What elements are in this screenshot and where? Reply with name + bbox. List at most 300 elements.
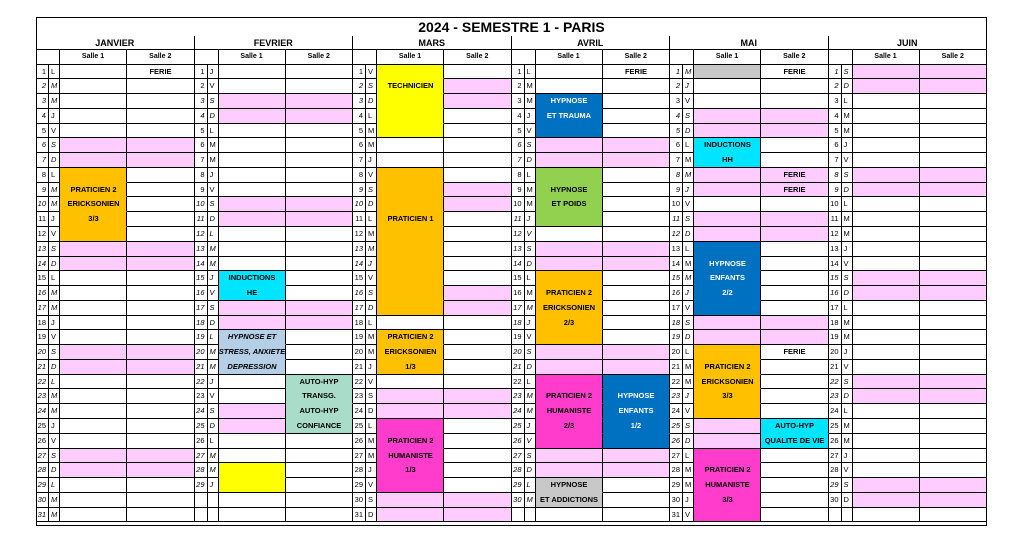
- room-1-cell: [536, 301, 603, 316]
- room-2-cell: [603, 463, 671, 478]
- room-2-cell: [603, 242, 671, 257]
- day-number: 8: [512, 168, 525, 183]
- room-2-cell: [761, 508, 829, 523]
- day-letter: V: [525, 124, 536, 139]
- day-letter: J: [366, 153, 377, 168]
- day-letter: J: [49, 316, 60, 331]
- day-number: 4: [353, 109, 366, 124]
- room-1-cell: [377, 94, 444, 109]
- room-1-cell: [377, 419, 444, 434]
- day-letter: V: [842, 257, 853, 272]
- room-1-cell: [853, 271, 920, 286]
- room-1-cell: [377, 138, 444, 153]
- room-1-cell: [853, 79, 920, 94]
- room-2-cell: [603, 138, 671, 153]
- day-letter: V: [683, 301, 694, 316]
- month-header: AVRIL: [512, 36, 671, 50]
- room-1-cell: [219, 449, 286, 464]
- day-letter: J: [49, 419, 60, 434]
- day-number: 12: [512, 227, 525, 242]
- day-number: 20: [36, 345, 49, 360]
- day-number: 27: [670, 449, 683, 464]
- day-letter: S: [49, 449, 60, 464]
- salle-1-header: Salle 1: [853, 50, 920, 65]
- day-letter: D: [366, 508, 377, 523]
- room-1-cell: [377, 330, 444, 345]
- room-1-cell: [536, 227, 603, 242]
- day-letter: M: [49, 79, 60, 94]
- day-column-header: [670, 50, 694, 65]
- room-2-cell: [444, 242, 512, 257]
- day-number: 3: [829, 94, 842, 109]
- day-letter: J: [842, 449, 853, 464]
- room-2-cell: [920, 508, 988, 523]
- room-2-cell: [761, 330, 829, 345]
- day-number: 2: [829, 79, 842, 94]
- room-2-cell: [127, 197, 195, 212]
- day-letter: M: [49, 508, 60, 523]
- day-letter: S: [208, 301, 219, 316]
- room-2-cell: [761, 65, 829, 80]
- event-label: ET TRAUMA: [546, 110, 592, 120]
- room-2-cell: [444, 508, 512, 523]
- day-number: 16: [353, 286, 366, 301]
- room-1-cell: [377, 404, 444, 419]
- day-number: 5: [829, 124, 842, 139]
- day-letter: V: [366, 271, 377, 286]
- day-letter: S: [525, 242, 536, 257]
- day-letter: L: [683, 242, 694, 257]
- day-number: 26: [512, 434, 525, 449]
- room-2-cell: [286, 124, 354, 139]
- day-number: 18: [353, 316, 366, 331]
- day-letter: J: [208, 271, 219, 286]
- room-1-cell: [853, 389, 920, 404]
- room-2-cell: [286, 301, 354, 316]
- day-number: 29: [512, 478, 525, 493]
- day-letter: D: [366, 94, 377, 109]
- day-number: 3: [36, 94, 49, 109]
- day-number: 12: [353, 227, 366, 242]
- day-number: 17: [829, 301, 842, 316]
- room-2-cell: [920, 463, 988, 478]
- day-letter: L: [366, 212, 377, 227]
- event-label: PRATICIEN 2: [387, 332, 434, 342]
- room-1-cell: [60, 301, 127, 316]
- room-1-cell: [219, 79, 286, 94]
- event-label: CONFIANCE: [296, 420, 342, 430]
- room-2-cell: [444, 168, 512, 183]
- room-1-cell: [694, 257, 761, 272]
- day-number: 17: [670, 301, 683, 316]
- room-2-cell: [286, 449, 354, 464]
- room-1-cell: [694, 493, 761, 508]
- room-2-cell: [603, 286, 671, 301]
- day-number: 31: [670, 508, 683, 523]
- room-1-cell: [853, 227, 920, 242]
- day-number: 19: [829, 330, 842, 345]
- day-letter: D: [49, 360, 60, 375]
- day-number: 9: [36, 183, 49, 198]
- day-number: 27: [353, 449, 366, 464]
- room-2-cell: [444, 138, 512, 153]
- day-number: 10: [512, 197, 525, 212]
- event-label: DEPRESSION: [227, 361, 277, 371]
- day-letter: J: [208, 478, 219, 493]
- room-1-cell: [60, 434, 127, 449]
- room-1-cell: [536, 404, 603, 419]
- day-number: 16: [195, 286, 208, 301]
- room-2-cell: [761, 316, 829, 331]
- day-number: 4: [829, 109, 842, 124]
- room-2-cell: [761, 404, 829, 419]
- room-1-cell: [853, 124, 920, 139]
- room-1-cell: [694, 79, 761, 94]
- day-number: 11: [670, 212, 683, 227]
- day-letter: J: [842, 242, 853, 257]
- day-letter: L: [525, 168, 536, 183]
- day-number: 4: [195, 109, 208, 124]
- day-number: [829, 508, 842, 523]
- day-letter: L: [366, 316, 377, 331]
- day-letter: M: [683, 463, 694, 478]
- room-2-cell: [603, 168, 671, 183]
- day-number: 25: [670, 419, 683, 434]
- event-label: HYPNOSE: [550, 480, 588, 490]
- room-2-cell: [127, 138, 195, 153]
- event-label: 1/3: [405, 361, 416, 371]
- room-2-cell: [761, 138, 829, 153]
- day-letter: D: [49, 257, 60, 272]
- day-letter: D: [366, 301, 377, 316]
- room-2-cell: [761, 478, 829, 493]
- salle-2-header: Salle 2: [286, 50, 354, 65]
- room-2-cell: [286, 168, 354, 183]
- day-letter: D: [842, 79, 853, 94]
- event-label: 1/3: [405, 465, 416, 475]
- day-number: 29: [670, 478, 683, 493]
- day-number: 1: [36, 65, 49, 80]
- day-letter: M: [366, 124, 377, 139]
- day-letter: M: [208, 449, 219, 464]
- room-1-cell: [377, 301, 444, 316]
- day-letter: J: [842, 345, 853, 360]
- day-letter: V: [683, 508, 694, 523]
- room-2-cell: [286, 316, 354, 331]
- room-1-cell: [536, 493, 603, 508]
- page-title: 2024 - SEMESTRE 1 - PARIS: [418, 19, 605, 35]
- room-2-cell: [127, 360, 195, 375]
- day-letter: J: [683, 493, 694, 508]
- room-2-cell: [603, 79, 671, 94]
- day-letter: D: [525, 463, 536, 478]
- room-2-cell: [761, 124, 829, 139]
- room-2-cell: [603, 271, 671, 286]
- day-number: 11: [353, 212, 366, 227]
- room-2-cell: [920, 257, 988, 272]
- day-letter: L: [683, 449, 694, 464]
- day-column-header: [829, 50, 853, 65]
- day-letter: J: [366, 257, 377, 272]
- room-1-cell: [219, 109, 286, 124]
- day-letter: D: [208, 419, 219, 434]
- room-2-cell: [761, 463, 829, 478]
- room-1-cell: [536, 271, 603, 286]
- day-letter: S: [208, 197, 219, 212]
- room-1-cell: [60, 153, 127, 168]
- room-2-cell: [127, 389, 195, 404]
- room-2-cell: [127, 109, 195, 124]
- room-2-cell: [444, 212, 512, 227]
- room-1-cell: [219, 257, 286, 272]
- room-2-cell: [920, 345, 988, 360]
- event-label: AUTO-HYP: [299, 406, 339, 416]
- room-2-cell: [444, 94, 512, 109]
- day-number: 6: [512, 138, 525, 153]
- day-number: 16: [512, 286, 525, 301]
- room-1-cell: [694, 94, 761, 109]
- day-number: 27: [195, 449, 208, 464]
- event-label: HUMANISTE: [705, 480, 750, 490]
- room-1-cell: [536, 79, 603, 94]
- event-label: AUTO-HYP: [774, 420, 815, 430]
- room-2-cell: [761, 183, 829, 198]
- day-letter: D: [525, 360, 536, 375]
- room-2-cell: [920, 79, 988, 94]
- day-number: 17: [195, 301, 208, 316]
- day-letter: M: [366, 138, 377, 153]
- room-1-cell: [536, 168, 603, 183]
- day-letter: D: [525, 153, 536, 168]
- room-2-cell: [127, 79, 195, 94]
- room-2-cell: [603, 183, 671, 198]
- room-2-cell: [286, 508, 354, 523]
- day-letter: S: [366, 389, 377, 404]
- room-1-cell: [694, 360, 761, 375]
- room-1-cell: [853, 242, 920, 257]
- day-letter: M: [366, 227, 377, 242]
- room-1-cell: [536, 257, 603, 272]
- day-number: 6: [195, 138, 208, 153]
- room-2-cell: [286, 434, 354, 449]
- room-1-cell: [694, 138, 761, 153]
- day-letter: M: [842, 330, 853, 345]
- room-2-cell: [286, 419, 354, 434]
- room-2-cell: [920, 375, 988, 390]
- day-number: 28: [195, 463, 208, 478]
- room-1-cell: [60, 508, 127, 523]
- room-1-cell: [536, 65, 603, 80]
- room-1-cell: [219, 493, 286, 508]
- event-label: ERICKSONIEN: [701, 376, 754, 386]
- day-number: 26: [829, 434, 842, 449]
- room-1-cell: [219, 65, 286, 80]
- room-1-cell: [60, 183, 127, 198]
- day-letter: S: [366, 79, 377, 94]
- room-1-cell: [694, 375, 761, 390]
- room-2-cell: [444, 301, 512, 316]
- room-2-cell: [603, 375, 671, 390]
- room-2-cell: [920, 65, 988, 80]
- room-1-cell: [60, 286, 127, 301]
- day-number: 19: [195, 330, 208, 345]
- salle-1-header: Salle 1: [377, 50, 444, 65]
- room-2-cell: [761, 360, 829, 375]
- day-number: 30: [353, 493, 366, 508]
- day-letter: S: [208, 404, 219, 419]
- day-number: 13: [829, 242, 842, 257]
- room-2-cell: [603, 404, 671, 419]
- day-number: 18: [36, 316, 49, 331]
- day-letter: M: [525, 493, 536, 508]
- day-letter: M: [842, 212, 853, 227]
- day-number: 12: [36, 227, 49, 242]
- room-1-cell: [536, 389, 603, 404]
- day-number: 9: [829, 183, 842, 198]
- room-1-cell: [536, 434, 603, 449]
- room-1-cell: [377, 375, 444, 390]
- day-number: 24: [670, 404, 683, 419]
- day-letter: L: [208, 434, 219, 449]
- room-1-cell: [694, 508, 761, 523]
- day-number: 11: [195, 212, 208, 227]
- day-letter: J: [525, 109, 536, 124]
- room-2-cell: [603, 94, 671, 109]
- room-2-cell: [127, 124, 195, 139]
- day-letter: S: [842, 375, 853, 390]
- event-label: FERIE: [783, 169, 806, 179]
- room-2-cell: [761, 271, 829, 286]
- day-letter: M: [49, 286, 60, 301]
- month-header: MAI: [670, 36, 829, 50]
- room-1-cell: [377, 124, 444, 139]
- day-number: 14: [195, 257, 208, 272]
- room-1-cell: [694, 478, 761, 493]
- day-letter: V: [366, 375, 377, 390]
- room-2-cell: [761, 153, 829, 168]
- day-letter: V: [366, 478, 377, 493]
- room-2-cell: [761, 345, 829, 360]
- room-1-cell: [219, 153, 286, 168]
- day-letter: S: [49, 242, 60, 257]
- day-number: 4: [36, 109, 49, 124]
- day-letter: M: [525, 79, 536, 94]
- day-number: 12: [829, 227, 842, 242]
- room-2-cell: [286, 212, 354, 227]
- day-letter: [842, 508, 853, 523]
- room-2-cell: [286, 227, 354, 242]
- room-2-cell: [444, 183, 512, 198]
- day-letter: [525, 508, 536, 523]
- day-number: 8: [195, 168, 208, 183]
- room-2-cell: [603, 227, 671, 242]
- room-2-cell: [286, 242, 354, 257]
- day-number: 21: [829, 360, 842, 375]
- room-2-cell: [603, 124, 671, 139]
- day-number: 21: [353, 360, 366, 375]
- day-letter: D: [683, 330, 694, 345]
- day-letter: S: [683, 419, 694, 434]
- day-column-header: [353, 50, 377, 65]
- room-1-cell: [377, 286, 444, 301]
- event-label: AUTO-HYP: [299, 376, 339, 386]
- room-2-cell: [286, 330, 354, 345]
- day-letter: L: [525, 65, 536, 80]
- room-2-cell: [920, 212, 988, 227]
- room-1-cell: [853, 493, 920, 508]
- day-letter: S: [525, 345, 536, 360]
- room-1-cell: [60, 94, 127, 109]
- day-number: 29: [353, 478, 366, 493]
- room-1-cell: [694, 449, 761, 464]
- room-2-cell: [920, 404, 988, 419]
- event-label: ENFANTS: [709, 273, 745, 283]
- day-letter: M: [683, 153, 694, 168]
- day-letter: V: [842, 360, 853, 375]
- day-number: 30: [670, 493, 683, 508]
- day-number: 16: [36, 286, 49, 301]
- room-2-cell: [286, 271, 354, 286]
- room-1-cell: [853, 360, 920, 375]
- day-letter: J: [366, 360, 377, 375]
- room-1-cell: [694, 434, 761, 449]
- room-1-cell: [60, 65, 127, 80]
- room-1-cell: [219, 124, 286, 139]
- room-1-cell: [694, 419, 761, 434]
- day-number: 29: [829, 478, 842, 493]
- room-2-cell: [444, 434, 512, 449]
- room-2-cell: [127, 330, 195, 345]
- day-letter: S: [366, 286, 377, 301]
- room-1-cell: [377, 109, 444, 124]
- day-letter: S: [49, 345, 60, 360]
- day-letter: D: [49, 463, 60, 478]
- room-1-cell: [219, 434, 286, 449]
- day-letter: M: [208, 257, 219, 272]
- room-2-cell: [127, 404, 195, 419]
- day-number: 15: [36, 271, 49, 286]
- room-1-cell: [219, 463, 286, 478]
- room-2-cell: [920, 360, 988, 375]
- room-1-cell: [853, 316, 920, 331]
- day-number: 1: [353, 65, 366, 80]
- room-2-cell: [444, 478, 512, 493]
- room-2-cell: [761, 212, 829, 227]
- room-1-cell: [219, 271, 286, 286]
- day-number: 22: [195, 375, 208, 390]
- day-letter: L: [842, 404, 853, 419]
- day-letter: V: [842, 463, 853, 478]
- day-number: 18: [195, 316, 208, 331]
- day-number: 14: [829, 257, 842, 272]
- day-number: 10: [829, 197, 842, 212]
- day-number: 20: [195, 345, 208, 360]
- day-letter: M: [525, 197, 536, 212]
- room-1-cell: [853, 153, 920, 168]
- room-2-cell: [603, 419, 671, 434]
- room-1-cell: [536, 286, 603, 301]
- day-letter: L: [842, 301, 853, 316]
- day-letter: J: [208, 65, 219, 80]
- day-number: 10: [353, 197, 366, 212]
- day-number: 7: [36, 153, 49, 168]
- event-label: HYPNOSE: [550, 96, 588, 106]
- day-number: 21: [512, 360, 525, 375]
- day-letter: M: [208, 360, 219, 375]
- day-letter: M: [208, 463, 219, 478]
- room-2-cell: [603, 360, 671, 375]
- day-number: 22: [512, 375, 525, 390]
